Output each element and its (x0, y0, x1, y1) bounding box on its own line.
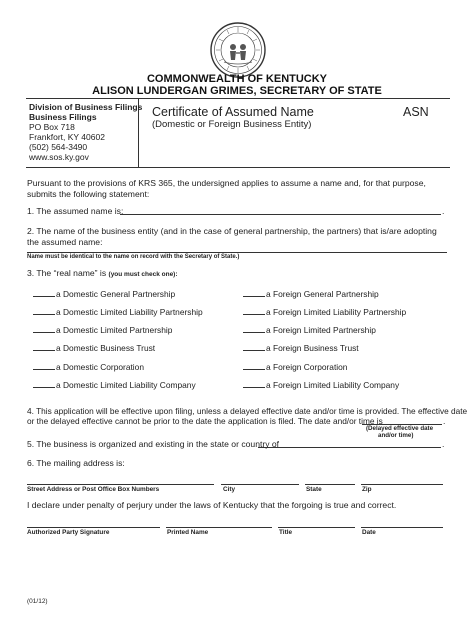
title-field[interactable] (278, 527, 355, 528)
option-domestic-business-trust[interactable]: a Domestic Business Trust (33, 342, 155, 353)
street-address-label: Street Address or Post Office Box Numbers (27, 486, 160, 493)
date-label: Date (362, 529, 376, 536)
signature-field[interactable] (27, 527, 160, 528)
option-foreign-llc[interactable]: a Foreign Limited Liability Company (243, 379, 399, 390)
state-seal-logo (210, 22, 266, 78)
option-foreign-general-partnership[interactable]: a Foreign General Partnership (243, 288, 379, 299)
division-name: Division of Business Filings (29, 102, 143, 112)
city-line: Frankfort, KY 40602 (29, 132, 105, 142)
section-name: Business Filings (29, 112, 97, 122)
item1-period: . (442, 206, 445, 216)
form-subtitle: (Domestic or Foreign Business Entity) (152, 119, 312, 130)
zip-field[interactable] (361, 484, 443, 485)
checkbox-blank[interactable] (243, 324, 265, 333)
po-box: PO Box 718 (29, 122, 75, 132)
checkbox-blank[interactable] (33, 379, 55, 388)
header-bottom-rule (26, 167, 450, 168)
checkbox-blank[interactable] (33, 306, 55, 315)
item4-line1: 4. This application will be effective upon filing, unless a delayed effective date and/or time is provided. The effective date (27, 406, 468, 416)
checkbox-blank[interactable] (243, 306, 265, 315)
checkbox-blank[interactable] (33, 361, 55, 370)
item1-label: 1. The assumed name is: (27, 206, 124, 216)
item3-text: 3. The “real name” is (27, 268, 107, 278)
checkbox-blank[interactable] (243, 342, 265, 351)
option-domestic-llc[interactable]: a Domestic Limited Liability Company (33, 379, 196, 390)
item4-period: . (443, 416, 446, 426)
phone: (502) 564-3490 (29, 142, 88, 152)
item3-label (27, 268, 178, 280)
checkbox-blank[interactable] (33, 288, 55, 297)
printed-name-label: Printed Name (167, 529, 209, 536)
option-foreign-corporation[interactable]: a Foreign Corporation (243, 361, 347, 372)
date-field[interactable] (361, 527, 443, 528)
checkbox-blank[interactable] (243, 379, 265, 388)
option-domestic-llp[interactable]: a Domestic Limited Liability Partnership (33, 306, 203, 317)
state-label: State (306, 486, 322, 493)
checkbox-blank[interactable] (33, 342, 55, 351)
checkbox-blank[interactable] (243, 361, 265, 370)
checkbox-blank[interactable] (33, 324, 55, 333)
option-foreign-llp[interactable]: a Foreign Limited Liability Partnership (243, 306, 406, 317)
item2-label: 2. The name of the business entity (and in the case of general partnership, the partners) that is/are adopting the assumed name: (27, 226, 437, 247)
city-label: City (223, 486, 236, 493)
option-foreign-limited-partnership[interactable]: a Foreign Limited Partnership (243, 324, 376, 335)
assumed-name-field[interactable] (120, 214, 441, 215)
form-code: ASN (403, 105, 429, 119)
title-label: Title (279, 529, 293, 536)
item3-note: (you must check one): (108, 271, 178, 278)
header-secretary: ALISON LUNDERGAN GRIMES, SECRETARY OF STATE (92, 85, 382, 97)
state-country-field[interactable] (258, 447, 441, 448)
option-domestic-corporation[interactable]: a Domestic Corporation (33, 361, 144, 372)
header-commonwealth: COMMONWEALTH OF KENTUCKY (146, 73, 328, 85)
state-field[interactable] (305, 484, 355, 485)
item4-note-2: and/or time) (378, 432, 414, 439)
zip-label: Zip (362, 486, 372, 493)
street-address-field[interactable] (27, 484, 214, 485)
option-domestic-general-partnership[interactable]: a Domestic General Partnership (33, 288, 175, 299)
city-field[interactable] (221, 484, 299, 485)
option-domestic-limited-partnership[interactable]: a Domestic Limited Partnership (33, 324, 172, 335)
checkbox-blank[interactable] (243, 288, 265, 297)
declaration: I declare under penalty of perjury under the laws of Kentucky that the forgoing is true and correct. (27, 500, 397, 510)
intro-paragraph: Pursuant to the provisions of KRS 365, the undersigned applies to assume a name and, for that purpose, submits the following statement: (27, 178, 426, 199)
printed-name-field[interactable] (166, 527, 272, 528)
signature-label: Authorized Party Signature (27, 529, 110, 536)
item4-line2: or the delayed effective cannot be prior to the date the application is filed. The date and/or time is (27, 416, 383, 426)
website: www.sos.ky.gov (29, 152, 89, 162)
revision-code: (01/12) (27, 598, 48, 605)
business-entity-name-field[interactable] (27, 252, 447, 253)
item2-note: Name must be identical to the name on record with the Secretary of State.) (27, 254, 240, 260)
item5-label: 5. The business is organized and existing in the state or country of (27, 439, 280, 449)
item5-period: . (442, 439, 445, 449)
form-title: Certificate of Assumed Name (152, 105, 314, 119)
office-address (29, 102, 142, 162)
header-top-rule (26, 98, 450, 99)
item6-label: 6. The mailing address is: (27, 458, 125, 468)
option-foreign-business-trust[interactable]: a Foreign Business Trust (243, 342, 359, 353)
item4-note-1: (Delayed effective date (366, 425, 434, 432)
